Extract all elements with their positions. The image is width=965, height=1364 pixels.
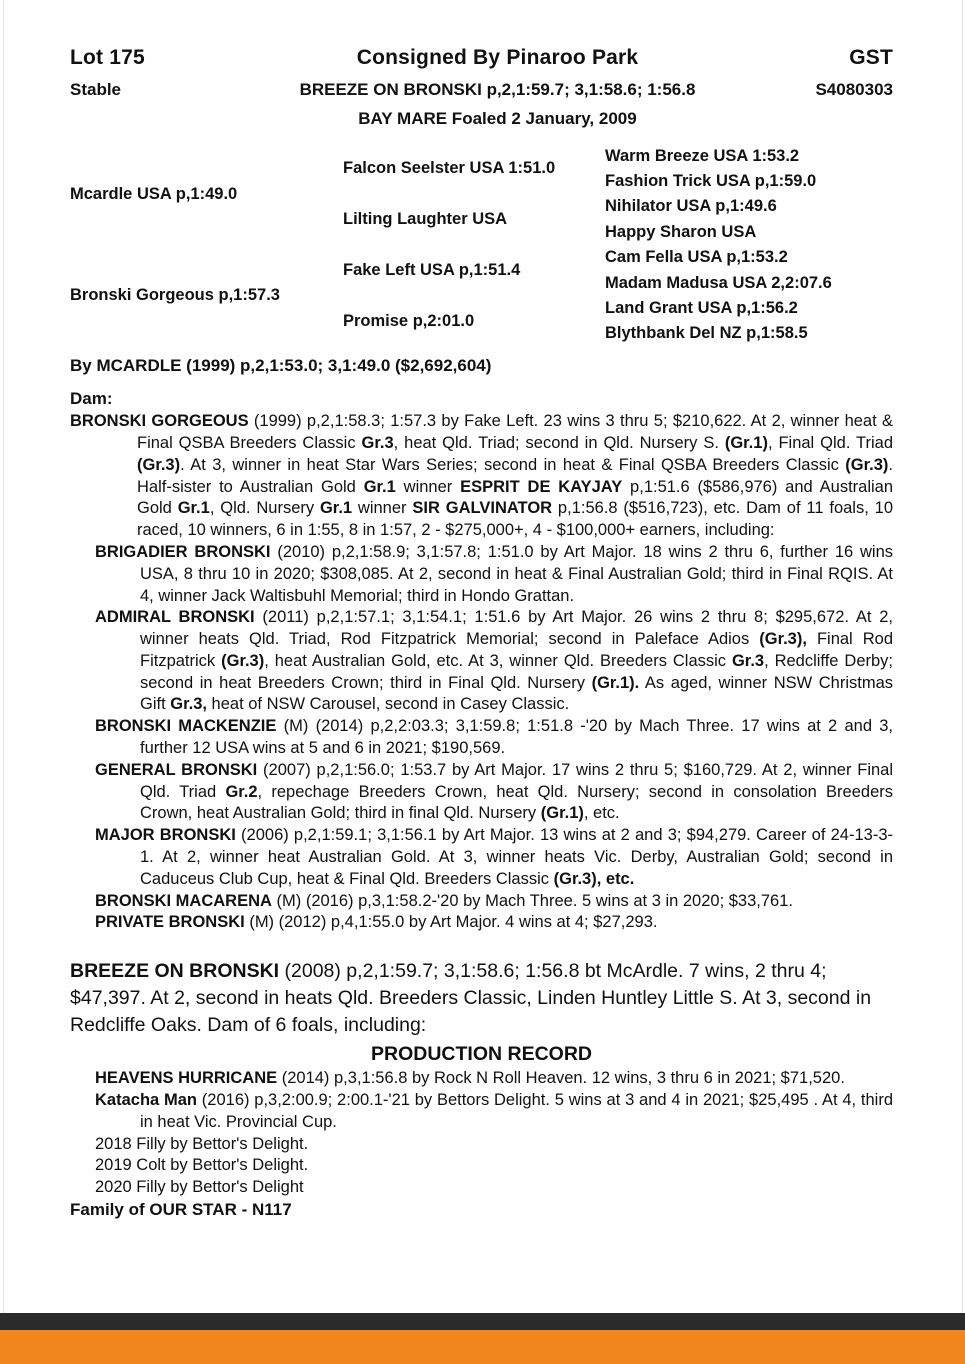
progeny-entry-admiral-bronski: ADMIRAL BRONSKI (2011) p,2,1:57.1; 3,1:54.1; 1:51.6 by Art Major. 26 wins 2 thru 8; $295,672. At 2, winner heats Qld. Triad, Rod Fitzpatrick Memorial; second in Paleface Adios (Gr.3), Final Rod Fitzpatrick (Gr.3), heat Australian Gold, etc. At 3, winner Qld. Breeders Classic Gr.3, Redcliffe Derby; second in heat Breeders Crown; third in Final Qld. Nursery (Gr.1). As aged, winner NSW Christmas Gift Gr.3, heat of NSW Carousel, second in Casey Classic.	[95, 608, 893, 714]
header-left-column	[70, 46, 220, 129]
foal-line-2019: 2019 Colt by Bettor's Delight.	[95, 1156, 309, 1175]
sire-credit-line: By MCARDLE (1999) p,2,1:53.0; 3,1:49.0 ($2,692,604)	[70, 356, 492, 376]
progeny-entry-major-bronski: MAJOR BRONSKI (2006) p,2,1:59.1; 3,1:56.1 by Art Major. 13 wins at 2 and 3; $94,279. Career of 24-13-3-1. At 2, winner heat Australian Gold. At 3, winner heats Vic. Derby, Australian Gold; second in Caduceus Club Cup, heat & Final Qld. Breeders Classic (Gr.3), etc.	[95, 826, 893, 888]
production-entry-katacha-man: Katacha Man (2016) p,3,2:00.9; 2:00.1-'21 by Bettors Delight. 5 wins at 3 and 4 in 2021; $25,495 . At 4, third in heat Vic. Provincial Cup.	[95, 1091, 893, 1131]
pedigree-gen3-6: Madam Madusa USA 2,2:07.6	[605, 273, 832, 292]
pedigree-table	[70, 143, 893, 346]
progeny-entry-bronski-macarena: BRONSKI MACARENA (M) (2016) p,3,1:58.2-'20 by Mach Three. 5 wins at 3 in 2020; $33,761.	[95, 891, 793, 910]
foal-line-2018: 2018 Filly by Bettor's Delight.	[95, 1134, 309, 1153]
page-left-edge-line	[3, 0, 4, 1313]
dam-description: BRONSKI GORGEOUS (1999) p,2,1:58.3; 1:57.3 by Fake Left. 23 wins 3 thru 5; $210,622. At 2, winner heat & Final QSBA Breeders Classic Gr.3, heat Qld. Triad; second in Qld. Nursery S. (Gr.1), Final Qld. Triad (Gr.3). At 3, winner in heat Star Wars Series; second in heat & Final QSBA Breeders Classic (Gr.3). Half-sister to Australian Gold Gr.1 winner ESPRIT DE KAYJAY p,1:51.6 ($586,976) and Australian Gold Gr.1, Qld. Nursery Gr.1 winner SIR GALVINATOR p,1:56.8 ($516,723), etc. Dam of 11 foals, 10 raced, 10 winners, 6 in 1:55, 8 in 1:57, 2 - $275,000+, 4 - $100,000+ earners, including:	[70, 412, 894, 540]
gst-label: GST	[849, 46, 893, 69]
pedigree-gen3-4: Happy Sharon USA	[605, 222, 757, 241]
progeny-entry-bronski-mackenzie: BRONSKI MACKENZIE (M) (2014) p,2,2:03.3; 3,1:59.8; 1:51.8 -'20 by Mach Three. 17 wins at 2 and 3, further 12 USA wins at 5 and 6 in 2021; $190,569.	[95, 717, 893, 758]
progeny-entry-private-bronski: PRIVATE BRONSKI (M) (2012) p,4,1:55.0 by Art Major. 4 wins at 4; $27,293.	[95, 913, 658, 932]
pedigree-gen2-dam-dam: Promise p,2:01.0	[343, 311, 475, 330]
pedigree-gen3-5: Cam Fella USA p,1:53.2	[605, 248, 788, 267]
page-right-edge-line	[962, 0, 963, 1313]
header	[70, 0, 893, 129]
pedigree-gen2-sire-sire: Falcon Seelster USA 1:51.0	[343, 159, 556, 178]
stable-label: Stable	[70, 80, 122, 99]
dam-heading: Dam:	[70, 389, 113, 409]
pedigree-gen3-7: Land Grant USA p,1:56.2	[605, 299, 798, 318]
production-entry-heavens-hurricane: HEAVENS HURRICANE (2014) p,3,1:56.8 by Rock N Roll Heaven. 12 wins, 3 thru 6 in 2021; $71,520.	[95, 1069, 845, 1088]
header-center-column	[220, 46, 775, 129]
consignor-title: Consigned By Pinaroo Park	[356, 46, 639, 69]
footer-orange-stripe	[0, 1330, 965, 1364]
pedigree-gen3-3: Nihilator USA p,1:49.6	[605, 197, 777, 216]
pedigree-gen3-2: Fashion Trick USA p,1:59.0	[605, 172, 817, 191]
pedigree-gen3-8: Blythbank Del NZ p,1:58.5	[605, 324, 808, 343]
header-right-column	[775, 46, 893, 129]
lot-number: Lot 175	[70, 46, 145, 69]
pedigree-sire: Mcardle USA p,1:49.0	[70, 184, 238, 203]
registration-number: S4080303	[815, 80, 893, 99]
page-content	[70, 0, 893, 1221]
progeny-entry-brigadier-bronski: BRIGADIER BRONSKI (2010) p,2,1:58.9; 3,1:57.8; 1:51.0 by Art Major. 18 wins 2 thru 6, further 16 wins USA, 8 thru 10 in 2020; $308,085. At 2, second in heat & Final Australian Gold; third in Final RQIS. At 4, winner Jack Waltisbuhl Memorial; third in Hondo Grattan.	[95, 542, 894, 605]
family-line: Family of OUR STAR - N117	[70, 1200, 292, 1220]
foaled-line: BAY MARE Foaled 2 January, 2009	[358, 109, 637, 128]
footer-dark-stripe	[0, 1313, 965, 1330]
subject-description: BREEZE ON BRONSKI (2008) p,2,1:59.7; 3,1:58.6; 1:56.8 bt McArdle. 7 wins, 2 thru 4; $47,397. At 2, second in heats Qld. Breeders Classic, Linden Huntley Little S. At 3, second in Redcliffe Oaks. Dam of 6 foals, including:	[70, 960, 872, 1037]
horse-name-record: BREEZE ON BRONSKI p,2,1:59.7; 3,1:58.6; 1:56.8	[299, 80, 696, 99]
production-record-heading: PRODUCTION RECORD	[370, 1043, 592, 1066]
progeny-entry-general-bronski: GENERAL BRONSKI (2007) p,2,1:56.0; 1:53.7 by Art Major. 17 wins 2 thru 5; $160,729. At 2, winner Final Qld. Triad Gr.2, repechage Breeders Crown, heat Qld. Nursery; second in consolation Breeders Crown, heat Australian Gold; third in final Qld. Nursery (Gr.1), etc.	[95, 760, 894, 823]
pedigree-gen2-sire-dam: Lilting Laughter USA	[343, 210, 508, 229]
foal-line-2020: 2020 Filly by Bettor's Delight	[95, 1178, 304, 1197]
pedigree-gen2-dam-sire: Fake Left USA p,1:51.4	[343, 260, 521, 279]
pedigree-gen3-1: Warm Breeze USA 1:53.2	[605, 146, 800, 165]
pedigree-dam: Bronski Gorgeous p,1:57.3	[70, 286, 280, 305]
